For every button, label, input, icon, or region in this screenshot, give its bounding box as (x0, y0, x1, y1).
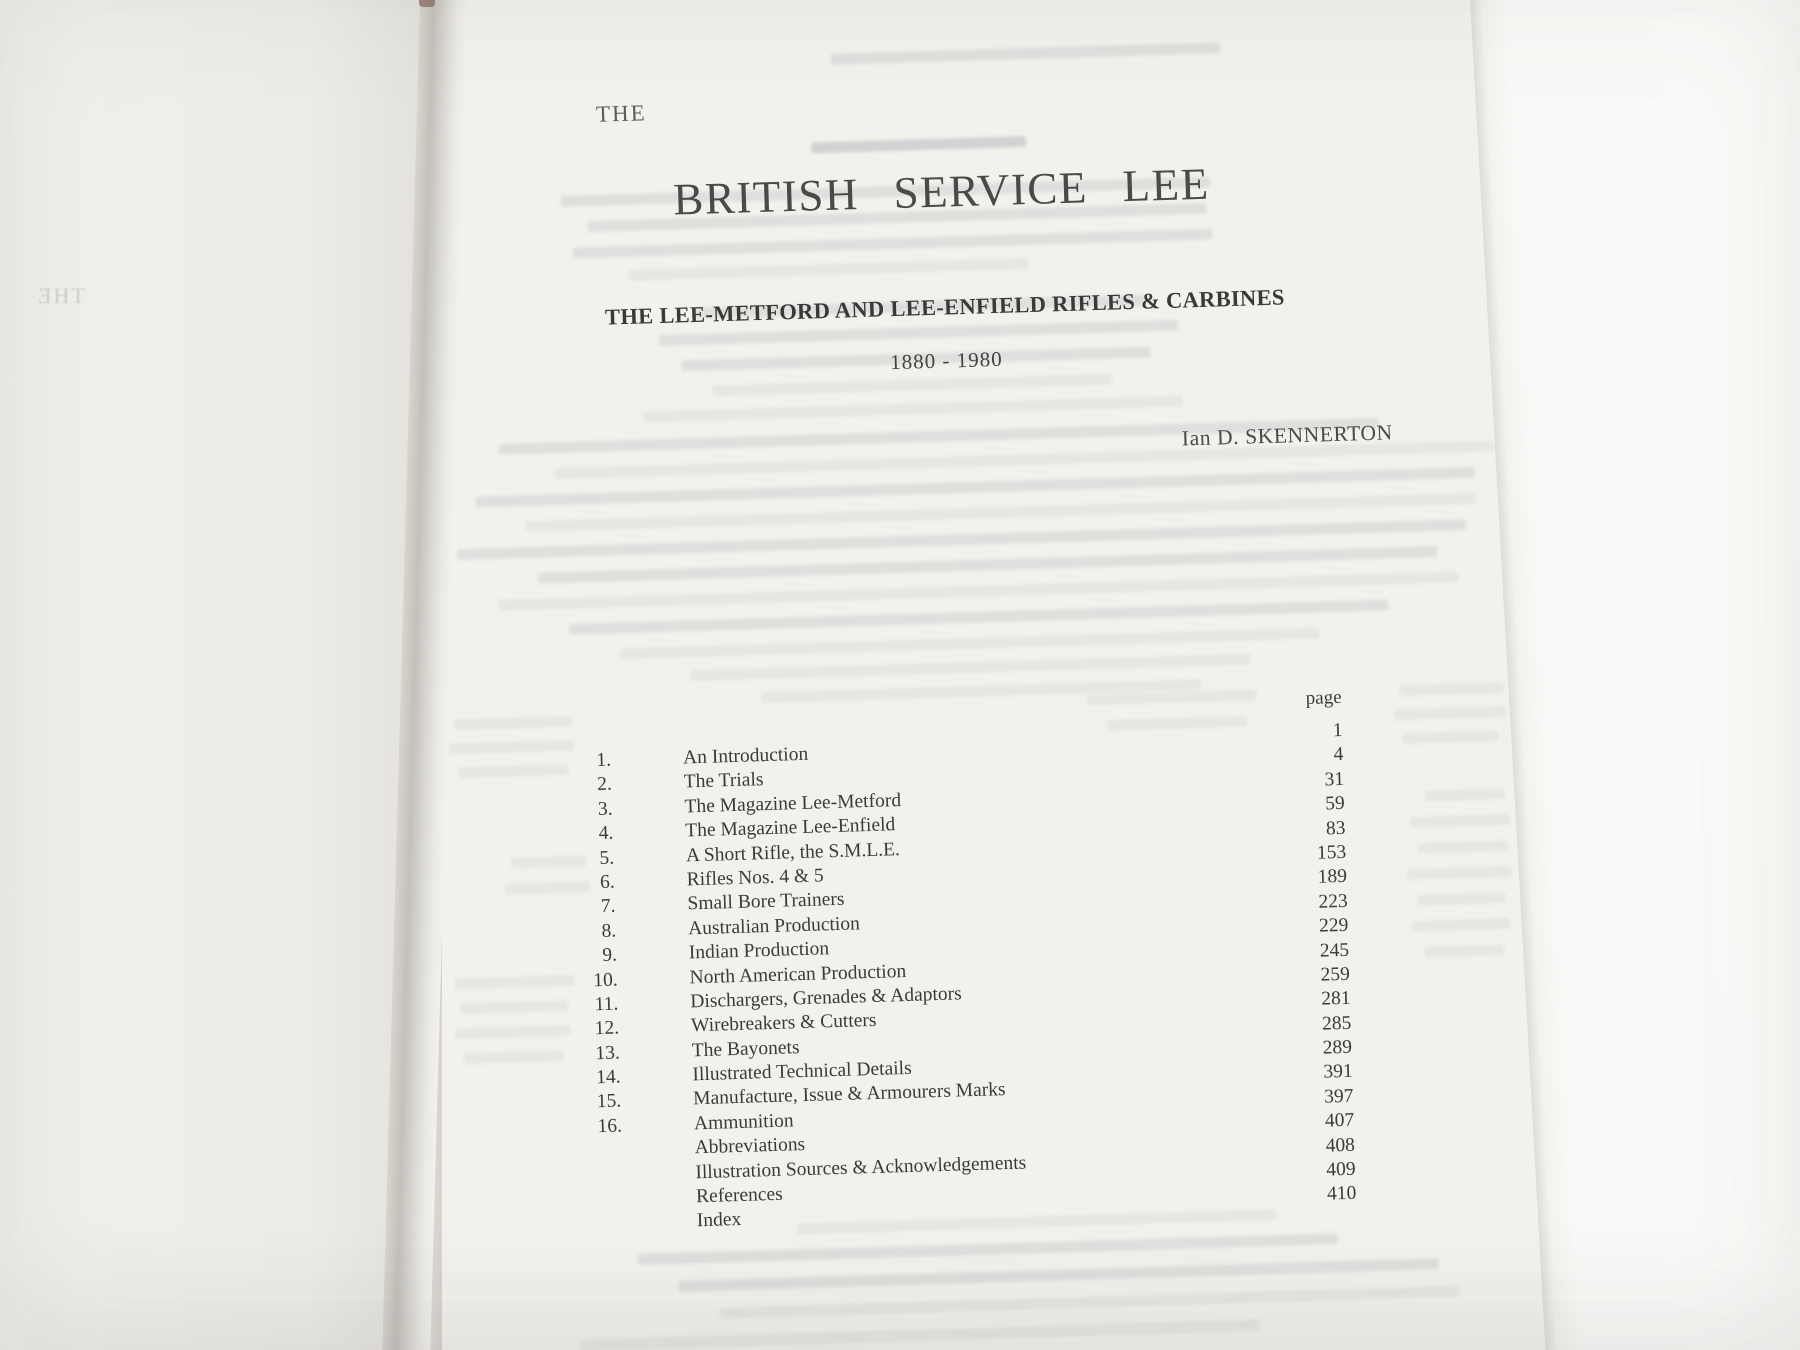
toc-entry-page: 223 (1318, 890, 1348, 913)
ghost-text-line (455, 1025, 570, 1039)
toc-entry-number: 13. (595, 1042, 621, 1064)
toc-entry-number: 4. (598, 822, 614, 845)
toc-entry-page: 391 (1323, 1061, 1354, 1084)
toc-entry-number: 5. (599, 847, 615, 869)
toc-entry-number: 6. (599, 871, 616, 893)
toc-entry-number: 7. (600, 895, 616, 918)
toc-entry-number: 9. (601, 944, 618, 967)
toc-entry-title: The Bayonets (691, 1036, 800, 1062)
toc-entry-title: Index (696, 1209, 742, 1232)
toc-entry-page: 31 (1324, 768, 1345, 791)
toc-entry-number: 12. (594, 1017, 620, 1040)
toc-entry-page: 153 (1316, 841, 1347, 864)
toc-entry-title: Abbreviations (694, 1134, 806, 1159)
ghost-text-line (811, 136, 1026, 153)
toc-entry-number: 2. (596, 774, 613, 796)
ghost-text-line (511, 855, 586, 868)
spine-notch (419, 0, 435, 7)
toc-entry-page: 407 (1324, 1109, 1355, 1132)
toc-entry-title: The Magazine Lee-Enfield (684, 814, 896, 842)
toc-list (578, 719, 1357, 1238)
toc-entry-number (592, 1229, 625, 1230)
toc-entry-title: Wirebreakers & Cutters (690, 1010, 877, 1037)
author-name: Ian D. SKENNERTON (1181, 420, 1394, 451)
toc-entry-page: 83 (1325, 817, 1346, 839)
toc-entry-number: 16. (597, 1115, 623, 1138)
toc-entry-title: An Introduction (682, 743, 809, 769)
ghost-text-line (460, 1000, 568, 1014)
toc-entry-page: 1 (1332, 719, 1343, 742)
toc-entry-page: 59 (1324, 793, 1346, 815)
toc-entry-number: 8. (601, 920, 617, 942)
toc-entry-page: 259 (1320, 963, 1351, 986)
toc-entry-page: 410 (1326, 1183, 1357, 1205)
toc-entry-title: A Short Rifle, the S.M.L.E. (685, 838, 901, 866)
toc-entry-title: Dischargers, Grenades & Adaptors (690, 983, 963, 1013)
ghost-text-line (1410, 814, 1510, 828)
toc-entry-page: 289 (1322, 1036, 1353, 1059)
ghost-text-line (1407, 866, 1512, 880)
ghost-text-line (454, 716, 572, 730)
toc-entry-page: 281 (1320, 988, 1351, 1010)
book-title: BRITISH SERVICE LEE (672, 158, 1211, 225)
book-subtitle: THE LEE-METFORD AND LEE-ENFIELD RIFLES & CARBINES (604, 284, 1285, 330)
ghost-text-line (1412, 918, 1510, 932)
ghost-text-line (691, 654, 1251, 682)
toc-entry-title: Rifles Nos. 4 & 5 (686, 865, 825, 891)
toc-entry-number: 14. (595, 1066, 621, 1089)
ghost-text-line (580, 1320, 1260, 1350)
toc-entry-page: 4 (1333, 744, 1344, 766)
toc-entry-number (591, 1180, 624, 1181)
toc-entry-number (590, 1156, 623, 1157)
ghost-text-line (505, 881, 590, 895)
toc-entry-title: The Trials (683, 769, 764, 793)
ghost-text-line (1403, 730, 1498, 744)
ghost-text-line (573, 229, 1213, 259)
ghost-text-line (643, 396, 1183, 423)
ghost-text-line (679, 1258, 1439, 1292)
toc-entry-title: Illustrated Technical Details (692, 1057, 912, 1086)
toc-entry-page: 397 (1323, 1085, 1354, 1108)
series-kicker: THE (595, 100, 648, 127)
toc-entry-page: 409 (1326, 1158, 1356, 1181)
ghost-text-line (638, 1233, 1338, 1265)
ghost-text-line (830, 42, 1220, 65)
ghost-text-line (464, 1050, 564, 1064)
toc-entry-number: 11. (594, 993, 619, 1016)
toc-entry-page: 189 (1317, 866, 1348, 889)
toc-entry-page: 408 (1325, 1134, 1356, 1157)
toc-entry-title: Australian Production (687, 913, 861, 940)
ghost-text-line (1417, 892, 1505, 906)
toc-entry-number: 3. (597, 798, 613, 820)
ghost-text-line (458, 764, 568, 778)
toc-entry-title: Small Bore Trainers (687, 889, 845, 915)
ghost-text-line (1394, 706, 1506, 720)
ghost-text-line (1399, 682, 1504, 696)
ghost-text-line (1107, 716, 1247, 731)
toc-entry-title: North American Production (689, 960, 907, 988)
ghost-text-line (1424, 788, 1504, 801)
toc-entry-page: 285 (1321, 1012, 1352, 1035)
toc-entry-page: 245 (1319, 939, 1350, 962)
toc-entry-title: Ammunition (693, 1110, 794, 1135)
page-column-header: page (1305, 686, 1342, 709)
toc-entry-number (591, 1204, 624, 1205)
ghost-text-line (455, 975, 575, 990)
toc-entry-number: 10. (592, 969, 618, 991)
toc-entry-page: 229 (1318, 914, 1349, 937)
toc-entry-title: References (695, 1183, 784, 1208)
toc-entry-number: 15. (596, 1090, 622, 1113)
ghost-text-line (1418, 840, 1508, 854)
toc-entry-title: Indian Production (688, 938, 830, 964)
ghost-text-line (719, 1286, 1459, 1319)
toc-entry-title: The Magazine Lee-Metford (684, 789, 902, 818)
ghost-text-line (449, 740, 574, 755)
toc-entry-title: Manufacture, Issue & Armourers Marks (692, 1079, 1006, 1110)
toc-entry-number: 1. (596, 749, 612, 772)
ghost-text-line (1424, 944, 1504, 957)
date-range: 1880 - 1980 (889, 346, 1004, 375)
showthrough-title-text: THE (36, 283, 85, 308)
toc-entry-title: Illustration Sources & Acknowledgements (695, 1152, 1027, 1183)
ghost-text-line (629, 258, 1029, 281)
